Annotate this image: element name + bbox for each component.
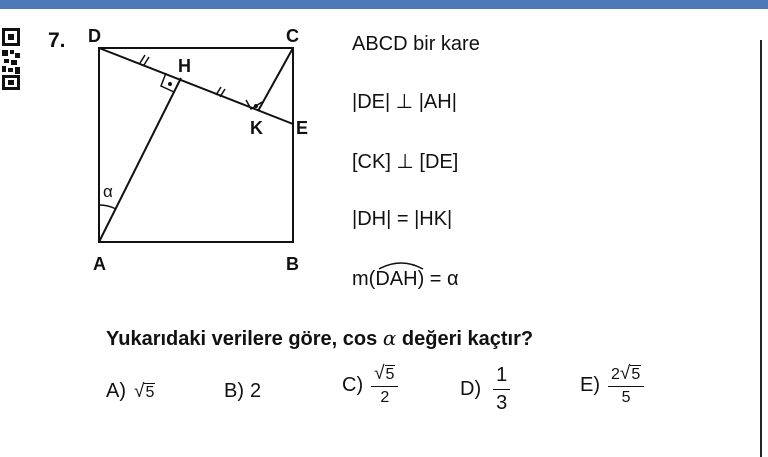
- question-number: 7.: [48, 29, 66, 52]
- option-e[interactable]: [580, 364, 644, 407]
- option-d-value: $\frac{1}{3}$: [493, 364, 510, 415]
- given-line-2: |DE| ⊥ |AH|: [352, 91, 457, 113]
- label-e: E: [296, 118, 309, 138]
- label-a: A: [93, 254, 106, 274]
- question-alpha: α: [382, 326, 397, 350]
- option-c-label: C): [342, 374, 364, 396]
- angle-arc-icon: [377, 260, 427, 270]
- option-d[interactable]: [460, 364, 510, 415]
- label-c: C: [286, 26, 299, 46]
- option-b-value: 2: [250, 380, 262, 402]
- label-b: B: [286, 254, 299, 274]
- option-c-value: √ 5 2: [371, 364, 398, 407]
- option-d-label: D): [460, 378, 482, 400]
- angle-name: DAH: [375, 268, 418, 290]
- option-a-label: A): [106, 380, 126, 402]
- segment-de: [99, 48, 293, 124]
- label-h: H: [178, 56, 191, 76]
- angle-arc-alpha: [99, 205, 116, 209]
- option-b[interactable]: [224, 380, 261, 403]
- segment-ck: [258, 48, 293, 111]
- angle-prefix: m(: [352, 268, 376, 290]
- option-c[interactable]: [342, 364, 398, 407]
- given-line-1: ABCD bir kare: [352, 33, 480, 55]
- question-text: Yukarıdaki verilere göre, cos α değeri kaçtır?: [106, 326, 534, 350]
- square-abcd: [99, 48, 293, 242]
- angle-suffix: ) = α: [417, 268, 459, 290]
- label-d: D: [88, 26, 101, 46]
- angle-label-alpha: α: [103, 182, 113, 201]
- option-a[interactable]: [106, 380, 155, 403]
- given-line-3: [CK] ⊥ [DE]: [352, 151, 459, 173]
- option-e-label: E): [580, 374, 600, 396]
- option-b-label: B): [224, 380, 244, 402]
- label-k: K: [250, 118, 263, 138]
- given-line-5: [352, 268, 459, 291]
- segment-ah: [99, 78, 181, 242]
- given-line-4: |DH| = |HK|: [352, 208, 453, 230]
- option-e-value: 2 √ 5 5: [608, 364, 644, 407]
- option-a-value: √ 5: [134, 380, 155, 402]
